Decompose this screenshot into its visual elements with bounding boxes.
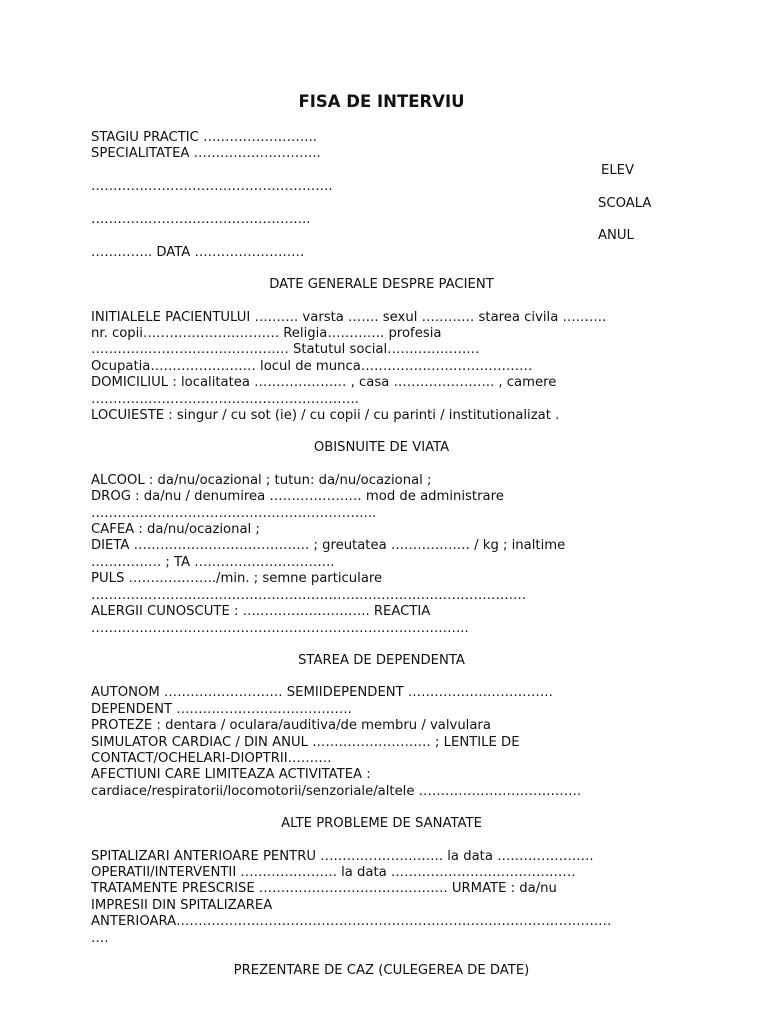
elev-label: ELEV [601, 162, 635, 178]
document-title: FISA DE INTERVIU [298, 92, 465, 111]
obisnuinte-line: PULS ………………../min. ; semne particulare [91, 571, 383, 587]
general-line: nr. copii…………………………. Religia…………. profesia [91, 326, 442, 342]
general-line: ……………………………………… Statutul social………………… [91, 342, 480, 358]
probleme-line: IMPRESII DIN SPITALIZAREA [91, 897, 273, 913]
dependenta-line: AUTONOM ……………………… SEMIIDEPENDENT …………………………… [91, 685, 553, 701]
scoala-dots: ………………………………………….. [91, 212, 311, 227]
obisnuinte-line: ……………. ; TA ………………………….. [91, 554, 335, 570]
data-line: ………….. DATA ……………………. [91, 244, 305, 260]
dependenta-line: PROTEZE : dentara / oculara/auditiva/de membru / valvulara [91, 718, 491, 734]
dependenta-line: cardiace/respiratorii/locomotorii/senzoriale/altele ………………………………. [91, 783, 582, 799]
probleme-block [91, 849, 672, 947]
obisnuinte-line: ALCOOL : da/nu/ocazional ; tutun: da/nu/ocazional ; [91, 472, 432, 488]
scoala-label: SCOALA [598, 195, 652, 211]
dependenta-line: SIMULATOR CARDIAC / DIN ANUL ……………………… ; LENTILE DE [91, 734, 520, 750]
dependenta-line: DEPENDENT …………………………………. [91, 701, 352, 717]
header-block [91, 130, 672, 261]
probleme-line: TRATAMENTE PRESCRISE ……………………………………. URMATE : da/nu [91, 881, 557, 897]
obisnuinte-line: ALERGII CUNOSCUTE : ……………………….. REACTIA [91, 604, 431, 620]
probleme-line: OPERATII/INTERVENTII …………………. la data …………………………………… [91, 864, 576, 880]
elev-dots: ………………………………………………. [91, 179, 333, 195]
general-block [91, 310, 672, 425]
obisnuinte-block [91, 473, 672, 637]
general-line: INITIALELE PACIENTULUI ………. varsta ……. sexul ………… starea civila ………. [91, 309, 607, 325]
obisnuinte-line: DIETA …………………………………. ; greutatea ……………… / kg ; inaltime [91, 538, 566, 554]
dependenta-line: CONTACT/OCHELARI-DIOPTRII………. [91, 750, 332, 766]
section-title-obisnuinte: OBISNUITE DE VIATA [313, 440, 450, 456]
dependenta-line: AFECTIUNI CARE LIMITEAZA ACTIVITATEA : [91, 767, 371, 783]
probleme-line: ANTERIOARA……………………………………………………………………………………… [91, 914, 612, 930]
probleme-line: SPITALIZARI ANTERIOARE PENTRU ………………………. la data …………………. [91, 848, 594, 864]
obisnuinte-line: CAFEA : da/nu/ocazional ; [91, 522, 260, 538]
dependenta-block [91, 685, 672, 800]
obisnuinte-line: ……………………………………………………….. [91, 505, 377, 521]
general-line: LOCUIESTE : singur / cu sot (ie) / cu copii / cu parinti / institutionalizat . [91, 408, 560, 424]
section-title-dependenta: STAREA DE DEPENDENTA [298, 652, 465, 668]
stagiu-practic-line: STAGIU PRACTIC …………………….. [91, 130, 317, 145]
scoala-row [91, 196, 672, 212]
obisnuinte-line: DROG : da/nu / denumirea ………………… mod de administrare [91, 489, 504, 505]
anul-row [91, 228, 672, 244]
elev-row [91, 163, 672, 179]
general-line: DOMICILIUL : localitatea ………………… , casa ………………….. , camere [91, 375, 557, 391]
section-title-probleme: ALTE PROBLEME DE SANATATE [281, 816, 482, 832]
anul-label: ANUL [598, 228, 634, 244]
specialitatea-line: SPECIALITATEA ……………………….. [91, 146, 321, 162]
obisnuinte-line: ……………………………………………………………………………………… [91, 587, 527, 603]
general-line: Ocupatia…………………… locul de munca………………………………… [91, 358, 533, 374]
obisnuinte-line: ………………………………………………………………………….. [91, 620, 469, 636]
general-line: ……………………………………………………. [91, 391, 359, 407]
probleme-line: …. [91, 930, 109, 946]
section-title-prezentare: PREZENTARE DE CAZ (CULEGEREA DE DATE) [233, 963, 530, 979]
section-title-general: DATE GENERALE DESPRE PACIENT [269, 277, 494, 293]
